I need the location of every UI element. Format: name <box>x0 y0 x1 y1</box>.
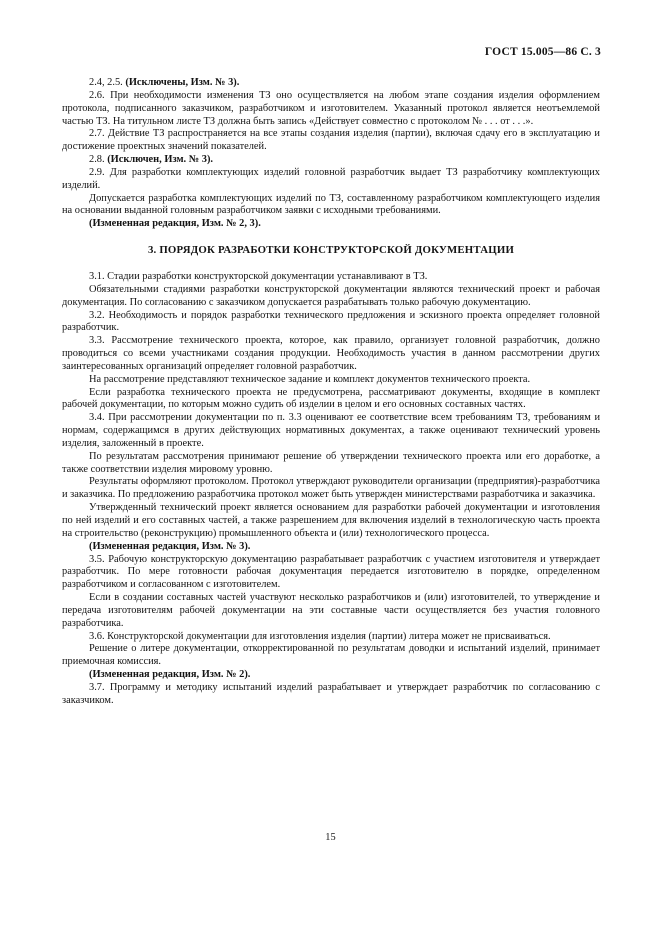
paragraph: По результатам рассмотрения принимают решение об утверждении технического проекта или его доработке, а также соответствии изделия мировому уровню. <box>62 450 600 475</box>
amendment-note: (Исключен, Изм. № 3). <box>107 154 214 166</box>
paragraph: 3.5. Рабочую конструкторскую документацию разрабатывает разработчик с участием изготовителя и утверждает разработчик. По мере готовности рабочая документация передается изготовителю в порядке, определенном разработчиком и согласованном с изготовителем. <box>62 553 600 591</box>
page-number: 15 <box>325 832 336 843</box>
paragraph: 2.7. Действие ТЗ распространяется на все этапы создания изделия (партии), включая сдачу его в эксплуатацию и достижение проектных значений показателей. <box>62 128 600 153</box>
clause-number: 2.8. <box>89 154 108 166</box>
paragraph: 2.9. Для разработки комплектующих изделий головной разработчик выдает ТЗ разработчику комплектующих изделий. <box>62 166 600 191</box>
paragraph: 3.7. Программу и методику испытаний изделий разрабатывает и утверждает разработчик по согласованию с заказчиком. <box>62 681 600 706</box>
paragraph: 3.4. При рассмотрении документации по п. 3.3 оценивают ее соответствие всем требованиям ТЗ, требованиям и нормам, содержащимся в других действующих нормативных документах, а также оценивают технический уровень изделия, заложенный в проекте. <box>62 412 600 449</box>
paragraph: 3.1. Стадии разработки конструкторской документации устанавливают в ТЗ. <box>89 270 428 282</box>
amendment-note: (Измененная редакция, Изм. № 3). <box>89 540 251 552</box>
page-header: ГОСТ 15.005—86 С. 3 <box>484 46 601 58</box>
amendment-note: (Измененная редакция, Изм. № 2). <box>89 669 251 681</box>
paragraph: 3.2. Необходимость и порядок разработки технического предложения и эскизного проекта определяет головной разработчик. <box>62 309 600 334</box>
amendment-note: (Исключены, Изм. № 3). <box>125 77 240 88</box>
paragraph: Решение о литере документации, откорректированной по результатам доводки и испытаний изделий, принимает приемочная комиссия. <box>62 643 600 668</box>
paragraph: 2.6. При необходимости изменения ТЗ оно осуществляется на любом этапе создания изделия оформлением протокола, подписанного заказчиком, разработчиком и изготовителем. Указанный протокол является неотъемлемой частью ТЗ. На титульном листе ТЗ должна быть запись «Действует совместно с протоколом № . . . от . . .». <box>62 89 600 127</box>
section-heading: 3. ПОРЯДОК РАЗРАБОТКИ КОНСТРУКТОРСКОЙ ДОКУМЕНТАЦИИ <box>147 244 515 257</box>
clause-number: 2.4, 2.5. <box>89 77 126 88</box>
paragraph: 3.6. Конструкторской документации для изготовления изделия (партии) литера может не присваиваться. <box>89 630 551 642</box>
excluded-clause <box>62 77 600 90</box>
amendment-note: (Измененная редакция, Изм. № 2, 3). <box>89 218 261 230</box>
paragraph: Результаты оформляют протоколом. Протокол утверждают руководители организации (предприятия)-разработчика и заказчика. По предложению разработчика протокол может быть утвержден министерствами разработчика и заказчика. <box>62 476 600 501</box>
paragraph: 3.3. Рассмотрение технического проекта, которое, как правило, организует головной разработчик, должно проводиться со всеми участниками создания продукции. Необходимость участия в данном рассмотрении других заинтересованных организаций определяет головной разработчик. <box>62 335 600 372</box>
paragraph: Утвержденный технический проект является основанием для разработки рабочей документации и изготовления по ней изделий и его составных частей, а также разрешением для включения изделий в технологическую часть проекта на строительство (реконструкцию) промышленного объекта и (или) технологического процесса. <box>62 502 600 539</box>
paragraph: Допускается разработка комплектующих изделий по ТЗ, составленному разработчиком комплектующего изделия на основании выданной головным разработчиком заявки с исходными требованиями. <box>62 192 600 217</box>
paragraph: Если в создании составных частей участвуют несколько разработчиков и (или) изготовителей, то утверждение и передача изготовителям рабочей документации на эти составные части осуществляется без участия головного разработчика. <box>62 592 600 629</box>
excluded-clause <box>62 154 600 167</box>
paragraph: На рассмотрение представляют техническое задание и комплект документов технического проекта. <box>89 373 531 385</box>
paragraph: Обязательными стадиями разработки конструкторской документации являются технический проект и рабочая документация. По согласованию с заказчиком допускается разрабатывать только рабочую документацию. <box>62 283 600 308</box>
document-body <box>62 77 600 708</box>
paragraph: Если разработка технического проекта не предусмотрена, рассматривают документы, входящие в комплект рабочей документации, по которым можно судить об изделии в целом и его основных составных частях. <box>62 386 600 411</box>
